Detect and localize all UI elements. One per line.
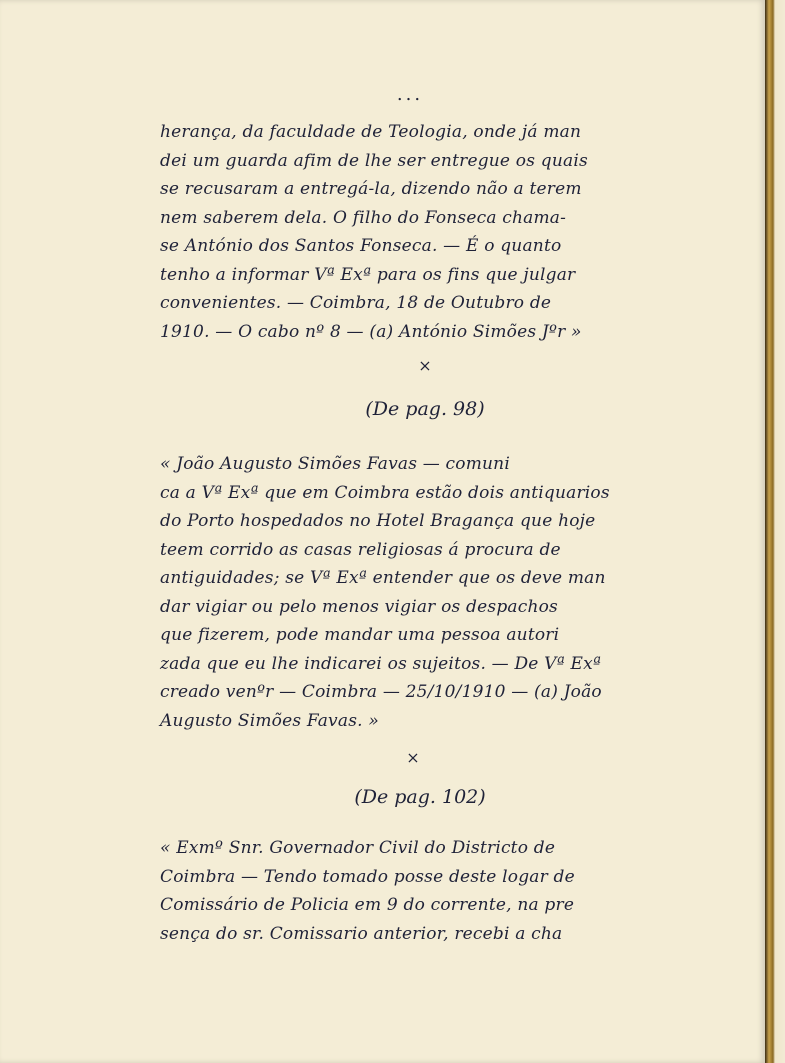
handwritten-paragraph-2: « João Augusto Simões Favas — comuni ca a Vª Exª que em Coimbra estão dois antiquarios do Porto hospedados no Hotel Bragança que hoje teem corrido as casas religiosas á procura de antiguidades; se Vª Exª entender que os deve man dar vigiar ou pelo menos vigiar os despachos que fizerem, pode mandar uma pessoa autori zada que eu lhe indicarei os sujeitos. — De Vª Exª creado venºr — Coimbra — 25/10/1910 — (a) João Augusto Simões Favas. »	[160, 454, 610, 731]
handwritten-paragraph-1: herança, da faculdade de Teologia, onde já man dei um guarda afim de lhe ser entregue os quais se recusaram a entregá-la, dizendo não a terem nem saberem dela. O filho do Fonseca chama- se António dos Santos Fonseca. — É o quanto tenho a informar Vª Exª para os fins que julgar convenientes. — Coimbra, 18 de Outubro de 1910. — O cabo nº 8 — (a) António Simões Jºr »	[160, 122, 588, 342]
handwritten-paragraph-3: « Exmº Snr. Governador Civil do Districto de Coimbra — Tendo tomado posse deste logar de Comissário de Policia em 9 do corrente, na pre sença do sr. Comissario anterior, recebi a cha	[160, 838, 575, 944]
separator-cross-1: ×	[418, 356, 432, 375]
book-spine-edge	[765, 0, 785, 1063]
page-header-ellipsis: ...	[396, 84, 424, 105]
page-reference-102: (De pag. 102)	[354, 786, 486, 808]
separator-cross-2: ×	[406, 748, 420, 767]
page-reference-98: (De pag. 98)	[365, 398, 485, 420]
